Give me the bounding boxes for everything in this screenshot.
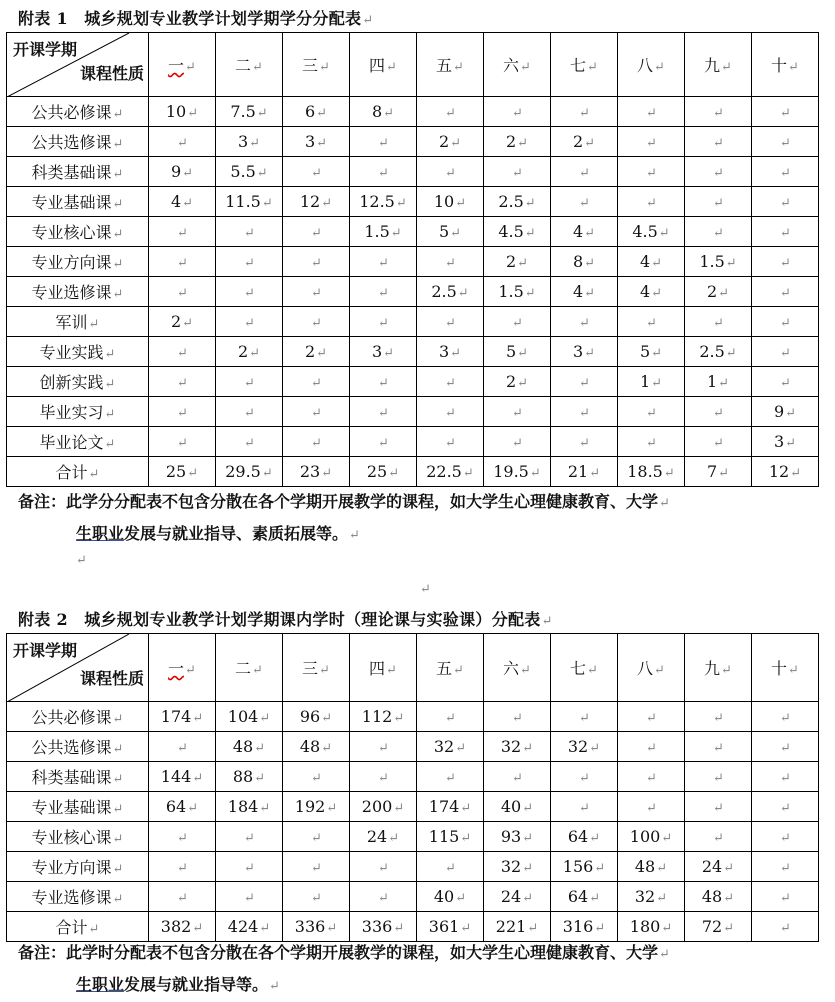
table-cell: 7↵ bbox=[685, 457, 752, 487]
table-cell: 1↵ bbox=[618, 367, 685, 397]
table-cell: 72↵ bbox=[685, 912, 752, 942]
table-cell: ↵ bbox=[551, 397, 618, 427]
table1-title: 附表 1 城乡规划专业教学计划学期学分分配表↵ bbox=[18, 9, 374, 28]
table-cell: ↵ bbox=[618, 762, 685, 792]
table-cell: 24↵ bbox=[685, 852, 752, 882]
table-cell: 112↵ bbox=[350, 702, 417, 732]
table-cell: ↵ bbox=[484, 397, 551, 427]
row-label: 创新实践↵ bbox=[7, 367, 149, 397]
table-cell: 24↵ bbox=[350, 822, 417, 852]
semester-header: 六↵ bbox=[484, 33, 551, 97]
table-cell: ↵ bbox=[149, 397, 216, 427]
table-cell: ↵ bbox=[149, 337, 216, 367]
table-cell: 40↵ bbox=[417, 882, 484, 912]
table-cell: 115↵ bbox=[417, 822, 484, 852]
semester-header: 八↵ bbox=[618, 634, 685, 702]
table-cell: ↵ bbox=[417, 307, 484, 337]
table-cell: ↵ bbox=[216, 427, 283, 457]
table2-note-underlined: 生职业 bbox=[76, 975, 125, 994]
table-row bbox=[7, 732, 819, 762]
table-cell: 424↵ bbox=[216, 912, 283, 942]
table-row bbox=[7, 457, 819, 487]
table-cell: ↵ bbox=[149, 277, 216, 307]
table-cell: 11.5↵ bbox=[216, 187, 283, 217]
table-cell: 19.5↵ bbox=[484, 457, 551, 487]
semester-header: 五↵ bbox=[417, 33, 484, 97]
table-cell: 12↵ bbox=[752, 457, 819, 487]
table-cell: ↵ bbox=[216, 277, 283, 307]
table-cell: 2↵ bbox=[551, 127, 618, 157]
table-row bbox=[7, 702, 819, 732]
table-cell: ↵ bbox=[149, 427, 216, 457]
table-cell: ↵ bbox=[350, 277, 417, 307]
table-cell: ↵ bbox=[551, 187, 618, 217]
table-cell: ↵ bbox=[283, 157, 350, 187]
semester-header: 四↵ bbox=[350, 634, 417, 702]
table-cell: ↵ bbox=[752, 337, 819, 367]
table-cell: ↵ bbox=[752, 702, 819, 732]
table-cell: ↵ bbox=[752, 792, 819, 822]
table-cell: 6↵ bbox=[283, 97, 350, 127]
table-cell: ↵ bbox=[752, 822, 819, 852]
table-row bbox=[7, 277, 819, 307]
table-cell: ↵ bbox=[149, 822, 216, 852]
table-cell: ↵ bbox=[350, 157, 417, 187]
table-cell: ↵ bbox=[752, 912, 819, 942]
table2-note-line2: 发展与就业指导等。 bbox=[124, 975, 269, 994]
table-cell: 10↵ bbox=[417, 187, 484, 217]
table-cell: ↵ bbox=[216, 217, 283, 247]
table-cell: ↵ bbox=[216, 822, 283, 852]
row-label: 专业选修课↵ bbox=[7, 882, 149, 912]
table-cell: ↵ bbox=[484, 97, 551, 127]
table-cell: 2.5↵ bbox=[417, 277, 484, 307]
table-cell: 2↵ bbox=[685, 277, 752, 307]
table-cell: 93↵ bbox=[484, 822, 551, 852]
table-cell: ↵ bbox=[283, 217, 350, 247]
table-cell: ↵ bbox=[417, 97, 484, 127]
table-cell: 88↵ bbox=[216, 762, 283, 792]
table-cell: 25↵ bbox=[149, 457, 216, 487]
table-cell: ↵ bbox=[618, 127, 685, 157]
table-cell: 10↵ bbox=[149, 97, 216, 127]
semester-header: 五↵ bbox=[417, 634, 484, 702]
table2-note: 备注：此学时分配表不包含分散在各个学期开展教学的课程，如大学生心理健康教育、大学↵ 生职业发展与就业指导等。↵ bbox=[18, 943, 670, 994]
table-cell: ↵ bbox=[618, 97, 685, 127]
table-cell: 4.5↵ bbox=[484, 217, 551, 247]
table-cell: ↵ bbox=[283, 247, 350, 277]
table-cell: 192↵ bbox=[283, 792, 350, 822]
corner-header bbox=[7, 33, 149, 97]
table-cell: ↵ bbox=[283, 822, 350, 852]
table-cell: ↵ bbox=[618, 397, 685, 427]
table-cell: 64↵ bbox=[149, 792, 216, 822]
table-cell: ↵ bbox=[283, 852, 350, 882]
table-cell: 5↵ bbox=[618, 337, 685, 367]
table-cell: 21↵ bbox=[551, 457, 618, 487]
row-label: 合计↵ bbox=[7, 912, 149, 942]
table-cell: ↵ bbox=[216, 852, 283, 882]
table-cell: ↵ bbox=[752, 307, 819, 337]
table-cell: ↵ bbox=[417, 852, 484, 882]
table-cell: 48↵ bbox=[283, 732, 350, 762]
table-row bbox=[7, 337, 819, 367]
table-cell: 22.5↵ bbox=[417, 457, 484, 487]
table-cell: 3↵ bbox=[350, 337, 417, 367]
table-cell: 2↵ bbox=[484, 367, 551, 397]
table-cell: ↵ bbox=[484, 702, 551, 732]
table-cell: ↵ bbox=[350, 732, 417, 762]
table-row bbox=[7, 792, 819, 822]
table-cell: ↵ bbox=[685, 822, 752, 852]
table-cell: ↵ bbox=[551, 702, 618, 732]
semester-header: 七↵ bbox=[551, 634, 618, 702]
table1-note-underlined: 生职业 bbox=[76, 524, 125, 543]
row-label: 专业方向课↵ bbox=[7, 852, 149, 882]
table-row bbox=[7, 217, 819, 247]
table-cell: 100↵ bbox=[618, 822, 685, 852]
semester-header: 三↵ bbox=[283, 33, 350, 97]
table-cell: ↵ bbox=[752, 732, 819, 762]
table1-note-line1: 备注：此学分分配表不包含分散在各个学期开展教学的课程，如大学生心理健康教育、大学 bbox=[18, 492, 659, 511]
semester-header: 九↵ bbox=[685, 634, 752, 702]
table-cell: ↵ bbox=[551, 307, 618, 337]
table-cell: 5↵ bbox=[484, 337, 551, 367]
table-cell: ↵ bbox=[551, 367, 618, 397]
table-cell: ↵ bbox=[216, 367, 283, 397]
row-label: 专业基础课↵ bbox=[7, 792, 149, 822]
table-cell: 32↵ bbox=[618, 882, 685, 912]
table-cell: 200↵ bbox=[350, 792, 417, 822]
table-cell: 64↵ bbox=[551, 882, 618, 912]
table-cell: ↵ bbox=[752, 157, 819, 187]
semester-header: 十↵ bbox=[752, 634, 819, 702]
table-cell: 4↵ bbox=[149, 187, 216, 217]
table-cell: ↵ bbox=[752, 247, 819, 277]
table-cell: ↵ bbox=[685, 702, 752, 732]
table-row bbox=[7, 187, 819, 217]
table-cell: 64↵ bbox=[551, 822, 618, 852]
table-cell: 48↵ bbox=[618, 852, 685, 882]
table-cell: ↵ bbox=[216, 397, 283, 427]
table-cell: 174↵ bbox=[149, 702, 216, 732]
table-cell: ↵ bbox=[149, 732, 216, 762]
table-cell: ↵ bbox=[551, 157, 618, 187]
table-cell: 104↵ bbox=[216, 702, 283, 732]
table-cell: ↵ bbox=[283, 762, 350, 792]
row-label: 专业方向课↵ bbox=[7, 247, 149, 277]
row-label: 军训↵ bbox=[7, 307, 149, 337]
table-cell: ↵ bbox=[685, 792, 752, 822]
table-row bbox=[7, 852, 819, 882]
table-cell: 316↵ bbox=[551, 912, 618, 942]
row-label: 毕业实习↵ bbox=[7, 397, 149, 427]
table-cell: 1.5↵ bbox=[685, 247, 752, 277]
table-cell: ↵ bbox=[685, 187, 752, 217]
table-cell: ↵ bbox=[752, 187, 819, 217]
table2-title: 附表 2 城乡规划专业教学计划学期课内学时（理论课与实验课）分配表↵ bbox=[18, 610, 553, 629]
table-row bbox=[7, 127, 819, 157]
table-cell: ↵ bbox=[216, 247, 283, 277]
table-cell: ↵ bbox=[283, 427, 350, 457]
table-cell: ↵ bbox=[350, 367, 417, 397]
table-row bbox=[7, 367, 819, 397]
table-cell: ↵ bbox=[350, 397, 417, 427]
table-cell: ↵ bbox=[618, 732, 685, 762]
row-label: 专业基础课↵ bbox=[7, 187, 149, 217]
table-row bbox=[7, 427, 819, 457]
table-cell: ↵ bbox=[417, 157, 484, 187]
table-cell: ↵ bbox=[484, 427, 551, 457]
table-cell: ↵ bbox=[618, 307, 685, 337]
table-row bbox=[7, 912, 819, 942]
row-label: 专业核心课↵ bbox=[7, 822, 149, 852]
table-cell: 2↵ bbox=[484, 127, 551, 157]
table-cell: 3↵ bbox=[417, 337, 484, 367]
semester-header: 六↵ bbox=[484, 634, 551, 702]
table-cell: 32↵ bbox=[417, 732, 484, 762]
table-cell: 32↵ bbox=[484, 732, 551, 762]
semester-header: 一↵ bbox=[149, 634, 216, 702]
table-cell: ↵ bbox=[350, 427, 417, 457]
row-label: 专业实践↵ bbox=[7, 337, 149, 367]
table-cell: 2.5↵ bbox=[484, 187, 551, 217]
table-row bbox=[7, 822, 819, 852]
table-cell: ↵ bbox=[618, 187, 685, 217]
table-cell: 3↵ bbox=[551, 337, 618, 367]
table-cell: 1.5↵ bbox=[350, 217, 417, 247]
table2-note-line1: 备注：此学时分配表不包含分散在各个学期开展教学的课程，如大学生心理健康教育、大学 bbox=[18, 943, 659, 962]
table-cell: ↵ bbox=[685, 397, 752, 427]
table-cell: ↵ bbox=[685, 307, 752, 337]
semester-header: 三↵ bbox=[283, 634, 350, 702]
table1 bbox=[6, 32, 819, 487]
semester-header: 八↵ bbox=[618, 33, 685, 97]
table-cell: ↵ bbox=[283, 882, 350, 912]
table-cell: ↵ bbox=[149, 882, 216, 912]
table1-note: 备注：此学分分配表不包含分散在各个学期开展教学的课程，如大学生心理健康教育、大学↵ 生职业发展与就业指导、素质拓展等。↵ bbox=[18, 492, 670, 543]
table-cell: ↵ bbox=[283, 367, 350, 397]
table-cell: 174↵ bbox=[417, 792, 484, 822]
table-cell: 3↵ bbox=[752, 427, 819, 457]
table-cell: 7.5↵ bbox=[216, 97, 283, 127]
corner-top-label: 开课学期 bbox=[13, 641, 78, 660]
table-cell: ↵ bbox=[283, 397, 350, 427]
table-cell: ↵ bbox=[685, 97, 752, 127]
table-cell: 382↵ bbox=[149, 912, 216, 942]
table-cell: ↵ bbox=[685, 217, 752, 247]
table-cell: ↵ bbox=[417, 702, 484, 732]
table-row bbox=[7, 762, 819, 792]
table-cell: 221↵ bbox=[484, 912, 551, 942]
row-label: 公共选修课↵ bbox=[7, 127, 149, 157]
paragraph-mark: ↵ bbox=[420, 582, 431, 597]
table-cell: 180↵ bbox=[618, 912, 685, 942]
table-cell: ↵ bbox=[685, 157, 752, 187]
table-cell: 3↵ bbox=[283, 127, 350, 157]
table-cell: 96↵ bbox=[283, 702, 350, 732]
table-row bbox=[7, 97, 819, 127]
semester-header: 一↵ bbox=[149, 33, 216, 97]
table-cell: 12.5↵ bbox=[350, 187, 417, 217]
table-cell: ↵ bbox=[417, 762, 484, 792]
table-cell: ↵ bbox=[350, 882, 417, 912]
semester-header: 十↵ bbox=[752, 33, 819, 97]
corner-bottom-label: 课程性质 bbox=[79, 64, 144, 83]
semester-header: 四↵ bbox=[350, 33, 417, 97]
corner-top-label: 开课学期 bbox=[13, 40, 78, 59]
table-cell: 4↵ bbox=[618, 247, 685, 277]
semester-header: 二↵ bbox=[216, 634, 283, 702]
table-cell: 4↵ bbox=[551, 217, 618, 247]
table-cell: 144↵ bbox=[149, 762, 216, 792]
table-cell: ↵ bbox=[350, 307, 417, 337]
table-cell: ↵ bbox=[752, 97, 819, 127]
table2 bbox=[6, 633, 819, 942]
table-cell: ↵ bbox=[417, 247, 484, 277]
table-cell: ↵ bbox=[283, 277, 350, 307]
table-cell: 3↵ bbox=[216, 127, 283, 157]
table-cell: 336↵ bbox=[283, 912, 350, 942]
table-cell: ↵ bbox=[149, 852, 216, 882]
table-cell: 1.5↵ bbox=[484, 277, 551, 307]
table-cell: 2↵ bbox=[149, 307, 216, 337]
table-cell: 5↵ bbox=[417, 217, 484, 247]
table-cell: 29.5↵ bbox=[216, 457, 283, 487]
table-cell: ↵ bbox=[350, 127, 417, 157]
table-cell: 9↵ bbox=[752, 397, 819, 427]
table-cell: ↵ bbox=[551, 762, 618, 792]
table-cell: ↵ bbox=[752, 217, 819, 247]
table-cell: ↵ bbox=[417, 427, 484, 457]
row-label: 专业核心课↵ bbox=[7, 217, 149, 247]
table-cell: 48↵ bbox=[216, 732, 283, 762]
table-cell: 1↵ bbox=[685, 367, 752, 397]
table-cell: 2↵ bbox=[484, 247, 551, 277]
table-cell: 156↵ bbox=[551, 852, 618, 882]
table-cell: 9↵ bbox=[149, 157, 216, 187]
semester-header: 七↵ bbox=[551, 33, 618, 97]
table-cell: ↵ bbox=[685, 127, 752, 157]
table-cell: 40↵ bbox=[484, 792, 551, 822]
table-cell: ↵ bbox=[551, 427, 618, 457]
table-cell: ↵ bbox=[685, 732, 752, 762]
table-cell: ↵ bbox=[551, 792, 618, 822]
table-cell: 4.5↵ bbox=[618, 217, 685, 247]
table-cell: ↵ bbox=[417, 367, 484, 397]
table-row bbox=[7, 882, 819, 912]
table-cell: ↵ bbox=[752, 852, 819, 882]
table-cell: 25↵ bbox=[350, 457, 417, 487]
table-cell: ↵ bbox=[216, 307, 283, 337]
corner-bottom-label: 课程性质 bbox=[79, 669, 144, 688]
row-label: 科类基础课↵ bbox=[7, 157, 149, 187]
table-cell: ↵ bbox=[149, 127, 216, 157]
table-cell: ↵ bbox=[484, 157, 551, 187]
table-cell: 336↵ bbox=[350, 912, 417, 942]
row-label: 科类基础课↵ bbox=[7, 762, 149, 792]
table-cell: 24↵ bbox=[484, 882, 551, 912]
table-cell: 4↵ bbox=[618, 277, 685, 307]
table-cell: ↵ bbox=[350, 762, 417, 792]
table-cell: ↵ bbox=[618, 157, 685, 187]
table-row bbox=[7, 247, 819, 277]
row-label: 合计↵ bbox=[7, 457, 149, 487]
paragraph-mark: ↵ bbox=[76, 553, 87, 568]
row-label: 毕业论文↵ bbox=[7, 427, 149, 457]
table-cell: ↵ bbox=[752, 762, 819, 792]
row-label: 专业选修课↵ bbox=[7, 277, 149, 307]
table-cell: 2↵ bbox=[283, 337, 350, 367]
table-row bbox=[7, 157, 819, 187]
table-cell: ↵ bbox=[618, 702, 685, 732]
table-cell: ↵ bbox=[752, 127, 819, 157]
table-cell: ↵ bbox=[149, 217, 216, 247]
table-cell: 48↵ bbox=[685, 882, 752, 912]
table-cell: 2.5↵ bbox=[685, 337, 752, 367]
table-cell: ↵ bbox=[350, 247, 417, 277]
table-cell: 184↵ bbox=[216, 792, 283, 822]
table-cell: 12↵ bbox=[283, 187, 350, 217]
table-cell: ↵ bbox=[752, 882, 819, 912]
table-cell: ↵ bbox=[417, 397, 484, 427]
table-cell: 361↵ bbox=[417, 912, 484, 942]
table-cell: ↵ bbox=[216, 882, 283, 912]
table-cell: ↵ bbox=[752, 277, 819, 307]
table-cell: 32↵ bbox=[551, 732, 618, 762]
table-cell: ↵ bbox=[350, 852, 417, 882]
table-cell: ↵ bbox=[149, 367, 216, 397]
table-cell: 2↵ bbox=[216, 337, 283, 367]
semester-header: 二↵ bbox=[216, 33, 283, 97]
table-cell: 23↵ bbox=[283, 457, 350, 487]
table-cell: 5.5↵ bbox=[216, 157, 283, 187]
row-label: 公共必修课↵ bbox=[7, 97, 149, 127]
row-label: 公共必修课↵ bbox=[7, 702, 149, 732]
table-cell: ↵ bbox=[618, 792, 685, 822]
semester-header: 九↵ bbox=[685, 33, 752, 97]
table-cell: 18.5↵ bbox=[618, 457, 685, 487]
table-cell: 4↵ bbox=[551, 277, 618, 307]
table-cell: 2↵ bbox=[417, 127, 484, 157]
table-cell: ↵ bbox=[484, 762, 551, 792]
table-cell: 8↵ bbox=[551, 247, 618, 277]
table-cell: ↵ bbox=[752, 367, 819, 397]
table-cell: ↵ bbox=[283, 307, 350, 337]
table-cell: ↵ bbox=[685, 427, 752, 457]
table-cell: ↵ bbox=[149, 247, 216, 277]
table-row bbox=[7, 397, 819, 427]
table-cell: ↵ bbox=[551, 97, 618, 127]
table-cell: ↵ bbox=[685, 762, 752, 792]
table-cell: 8↵ bbox=[350, 97, 417, 127]
table-cell: ↵ bbox=[618, 427, 685, 457]
table-row bbox=[7, 307, 819, 337]
row-label: 公共选修课↵ bbox=[7, 732, 149, 762]
corner-header bbox=[7, 634, 149, 702]
table1-note-line2: 发展与就业指导、素质拓展等。 bbox=[124, 524, 349, 543]
table-cell: ↵ bbox=[484, 307, 551, 337]
table-cell: 32↵ bbox=[484, 852, 551, 882]
